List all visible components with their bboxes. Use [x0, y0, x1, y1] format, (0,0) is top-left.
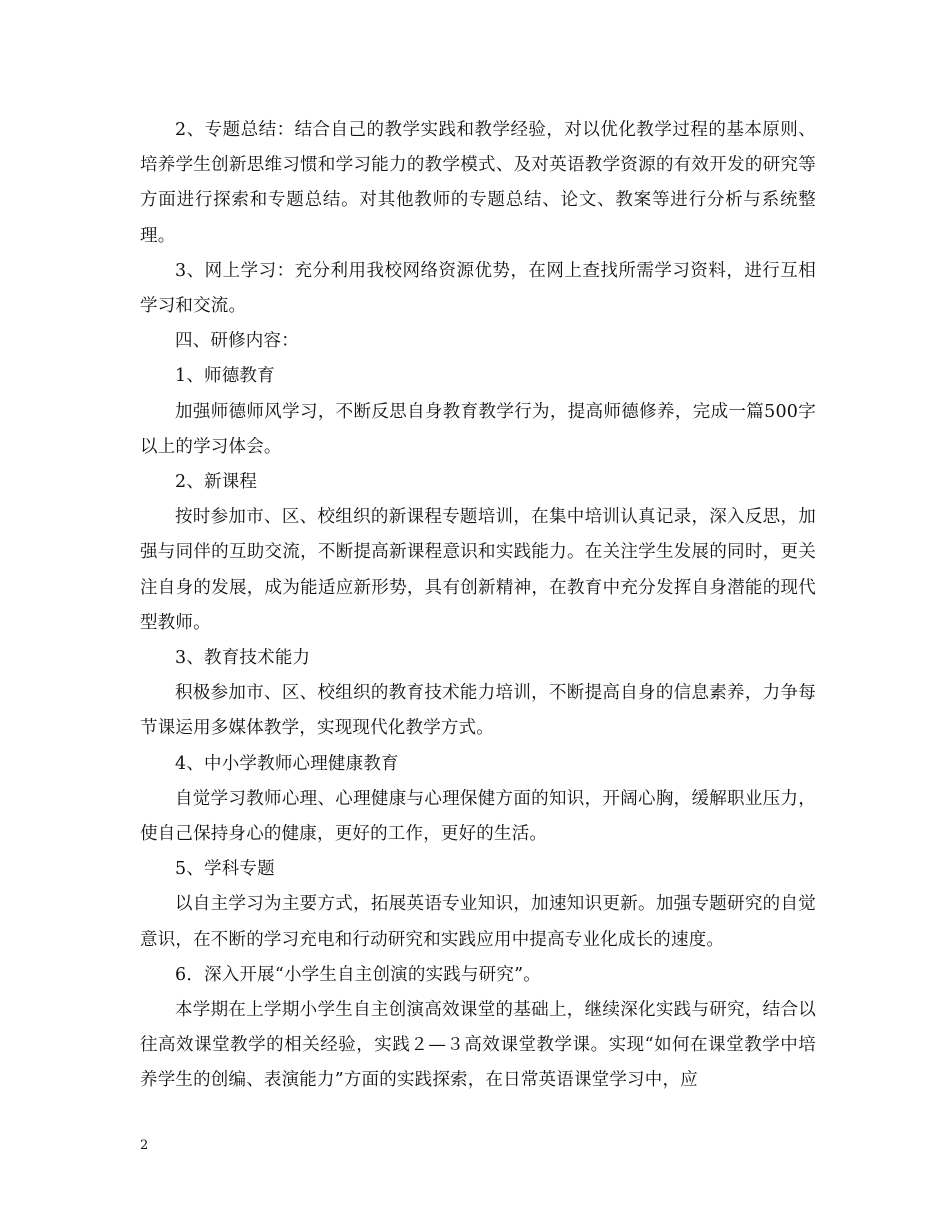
paragraph-student-performance-research: 本学期在上学期小学生自主创演高效课堂的基础上，继续深化实践与研究，结合以往高效课堂教学的相关经验，实践２—３高效课堂教学课。实现“如何在课堂教学中培养学生的创编、表演能力”方面的实践探索，在日常英语课堂学习中，应 — [140, 1000, 816, 1091]
subheading-education-technology: 3、教育技术能力 — [175, 648, 311, 669]
subheading-mental-health: 4、中小学教师心理健康教育 — [175, 753, 399, 774]
paragraph-education-technology: 积极参加市、区、校组织的教育技术能力培训，不断提高自身的信息素养，力争每节课运用多媒体教学，实现现代化教学方式。 — [140, 683, 816, 739]
paragraph-subject-topic: 以自主学习为主要方式，拓展英语专业知识，加速知识更新。加强专题研究的自觉意识，在不断的学习充电和行动研究和实践应用中提高专业化成长的速度。 — [140, 894, 816, 950]
subheading-teacher-ethics: 1、师德教育 — [175, 366, 275, 387]
section-heading-training-content: 四、研修内容： — [175, 331, 299, 352]
subheading-new-curriculum: 2、新课程 — [175, 472, 258, 493]
page-number: 2 — [140, 1138, 149, 1153]
subheading-student-performance-research: 6．深入开展“小学生自主创演的实践与研究”。 — [175, 964, 541, 985]
paragraph-teacher-ethics: 加强师德师风学习，不断反思自身教育教学行为，提高师德修养，完成一篇500字以上的学习体会。 — [140, 401, 816, 457]
document-body — [140, 113, 816, 1099]
subheading-subject-topic: 5、学科专题 — [175, 859, 275, 880]
paragraph-mental-health: 自觉学习教师心理、心理健康与心理保健方面的知识，开阔心胸，缓解职业压力，使自己保持身心的健康，更好的工作，更好的生活。 — [140, 788, 816, 845]
paragraph-special-summary: 2、专题总结：结合自己的教学实践和教学经验，对以优化教学过程的基本原则、培养学生创新思维习惯和学习能力的教学模式、及对英语教学资源的有效开发的研究等方面进行探索和专题总结。对其他教师的专题总结、论文、教案等进行分析与系统整理。 — [140, 120, 816, 246]
paragraph-online-learning: 3、网上学习：充分利用我校网络资源优势，在网上查找所需学习资料，进行互相学习和交流。 — [140, 260, 816, 317]
paragraph-new-curriculum: 按时参加市、区、校组织的新课程专题培训，在集中培训认真记录，深入反思，加强与同伴的互助交流，不断提高新课程意识和实践能力。在关注学生发展的同时，更关注自身的发展，成为能适应新形势，具有创新精神，在教育中充分发挥自身潜能的现代型教师。 — [140, 507, 816, 633]
